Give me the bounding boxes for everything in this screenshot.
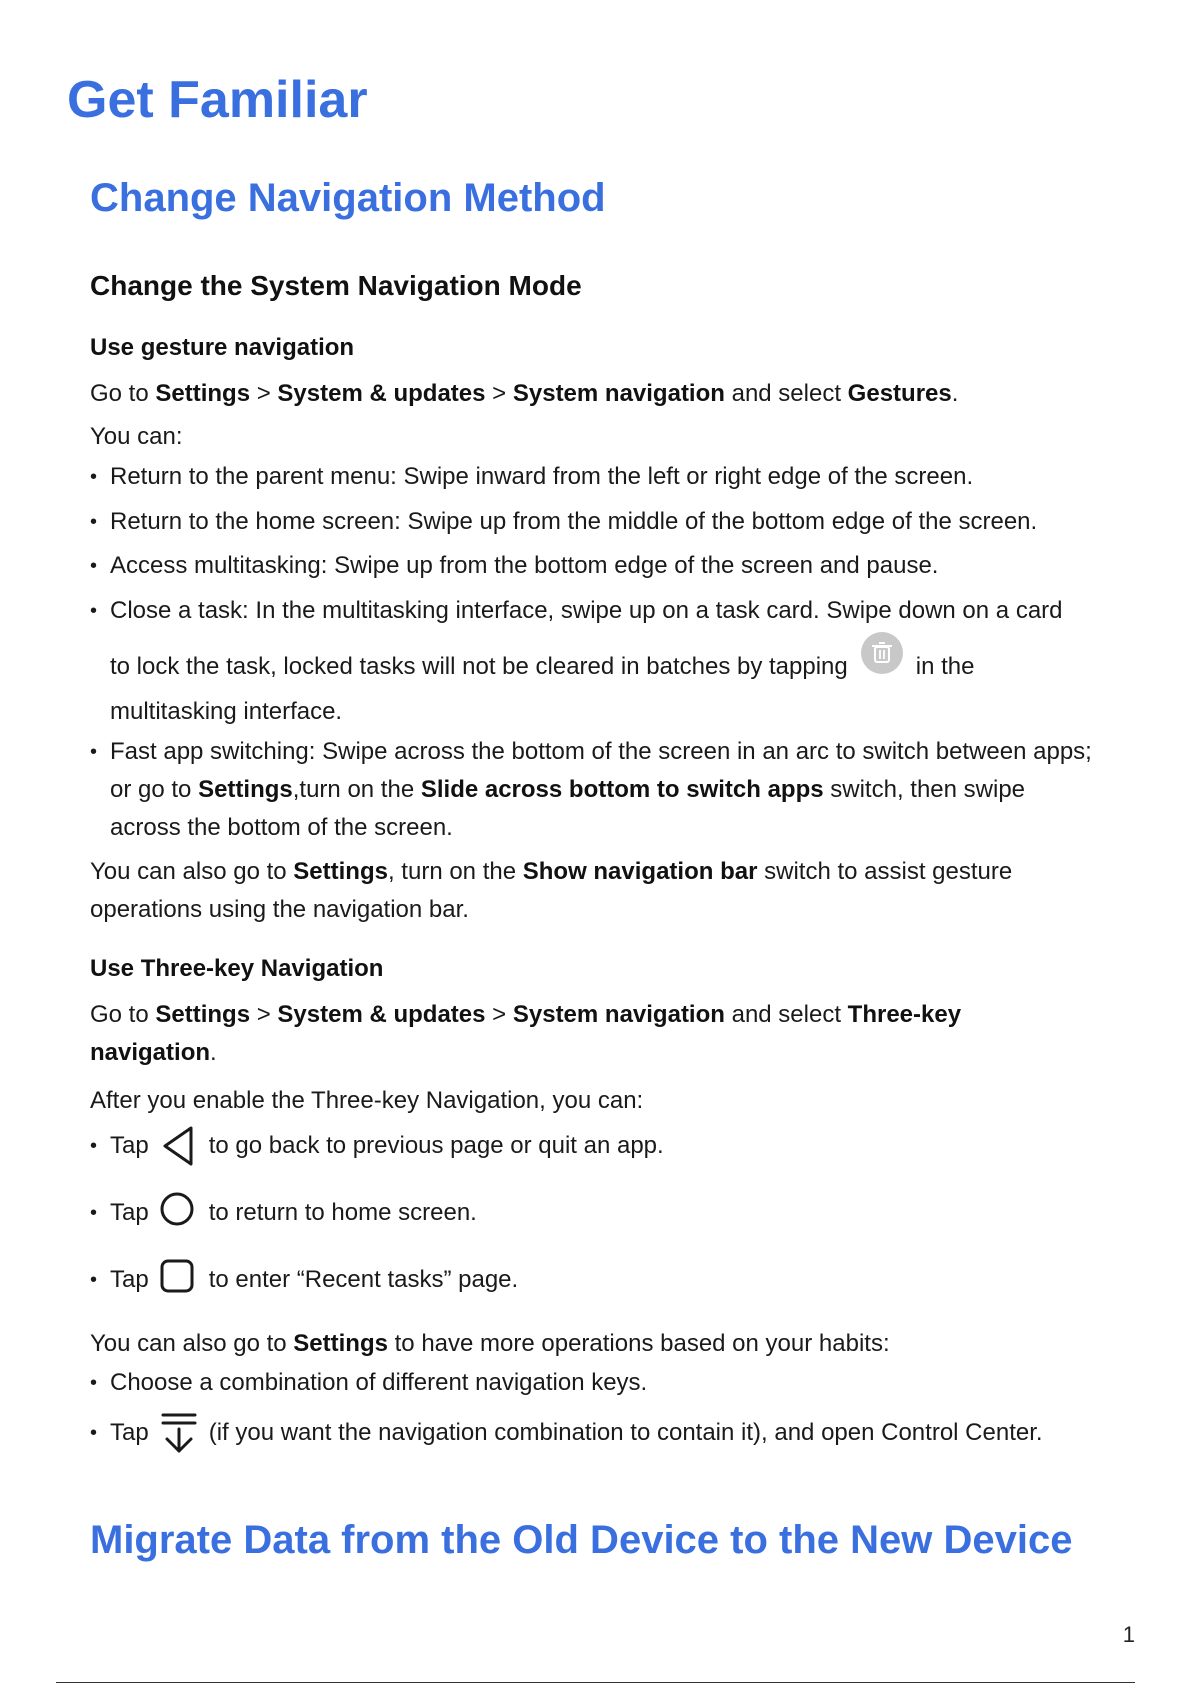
trash-clear-icon xyxy=(860,631,904,675)
notification-pulldown-icon xyxy=(159,1411,199,1455)
gesture-also-text: You can also go to Settings, turn on the Show navigation bar switch to assist gesture operations using the navigation bar. xyxy=(90,858,1013,923)
recent-square-icon xyxy=(159,1258,199,1302)
back-triangle-icon xyxy=(159,1124,199,1168)
list-item-recent: • Tap to enter “Recent tasks” page. xyxy=(90,1258,518,1302)
threekey-after-text: After you enable the Three-key Navigation, you can: xyxy=(90,1087,644,1114)
list-item-control-center: • Tap (if you want the navigation combination to contain it), and open Control Center. xyxy=(90,1411,1043,1455)
threekey-also-text: You can also go to Settings to have more operations based on your habits: xyxy=(90,1330,890,1357)
subsection-heading: Change the System Navigation Mode xyxy=(90,270,582,301)
threekey-heading: Use Three-key Navigation xyxy=(90,955,384,982)
threekey-path: Go to Settings > System & updates > System navigation and select Three-key navigation. xyxy=(90,1001,962,1066)
list-item-fast-switch: • Fast app switching: Swipe across the bottom of the screen in an arc to switch between apps; or go to Settings,turn on the Slide across bottom to switch apps switch, then swipe across the bottom of the screen. xyxy=(90,738,1092,841)
list-item: • Access multitasking: Swipe up from the bottom edge of the screen and pause. xyxy=(90,552,939,579)
gesture-heading: Use gesture navigation xyxy=(90,334,355,361)
section-heading-navigation: Change Navigation Method xyxy=(90,176,606,220)
home-circle-icon xyxy=(159,1191,199,1235)
page-number: 1 xyxy=(1122,1622,1135,1647)
list-item-back: • Tap to go back to previous page or quit an app. xyxy=(90,1124,664,1168)
gesture-path: Go to Settings > System & updates > System navigation and select Gestures. xyxy=(90,380,959,407)
page-title: Get Familiar xyxy=(67,71,368,129)
list-item-choose: • Choose a combination of different navigation keys. xyxy=(90,1369,648,1396)
you-can-text: You can: xyxy=(90,423,183,450)
close-task-line2: to lock the task, locked tasks will not be cleared in batches by tapping in the xyxy=(110,645,1120,689)
footer-divider xyxy=(56,1682,1135,1683)
section-heading-migrate: Migrate Data from the Old Device to the New Device xyxy=(90,1518,1073,1562)
list-item: • Return to the parent menu: Swipe inward from the left or right edge of the screen. xyxy=(90,463,974,490)
list-item: • Return to the home screen: Swipe up from the middle of the bottom edge of the screen. xyxy=(90,508,1038,535)
close-task-line3: multitasking interface. xyxy=(110,698,343,725)
list-item-close-task: • Close a task: In the multitasking interface, swipe up on a task card. Swipe down on a card xyxy=(90,597,1063,624)
list-item-home: • Tap to return to home screen. xyxy=(90,1191,477,1235)
